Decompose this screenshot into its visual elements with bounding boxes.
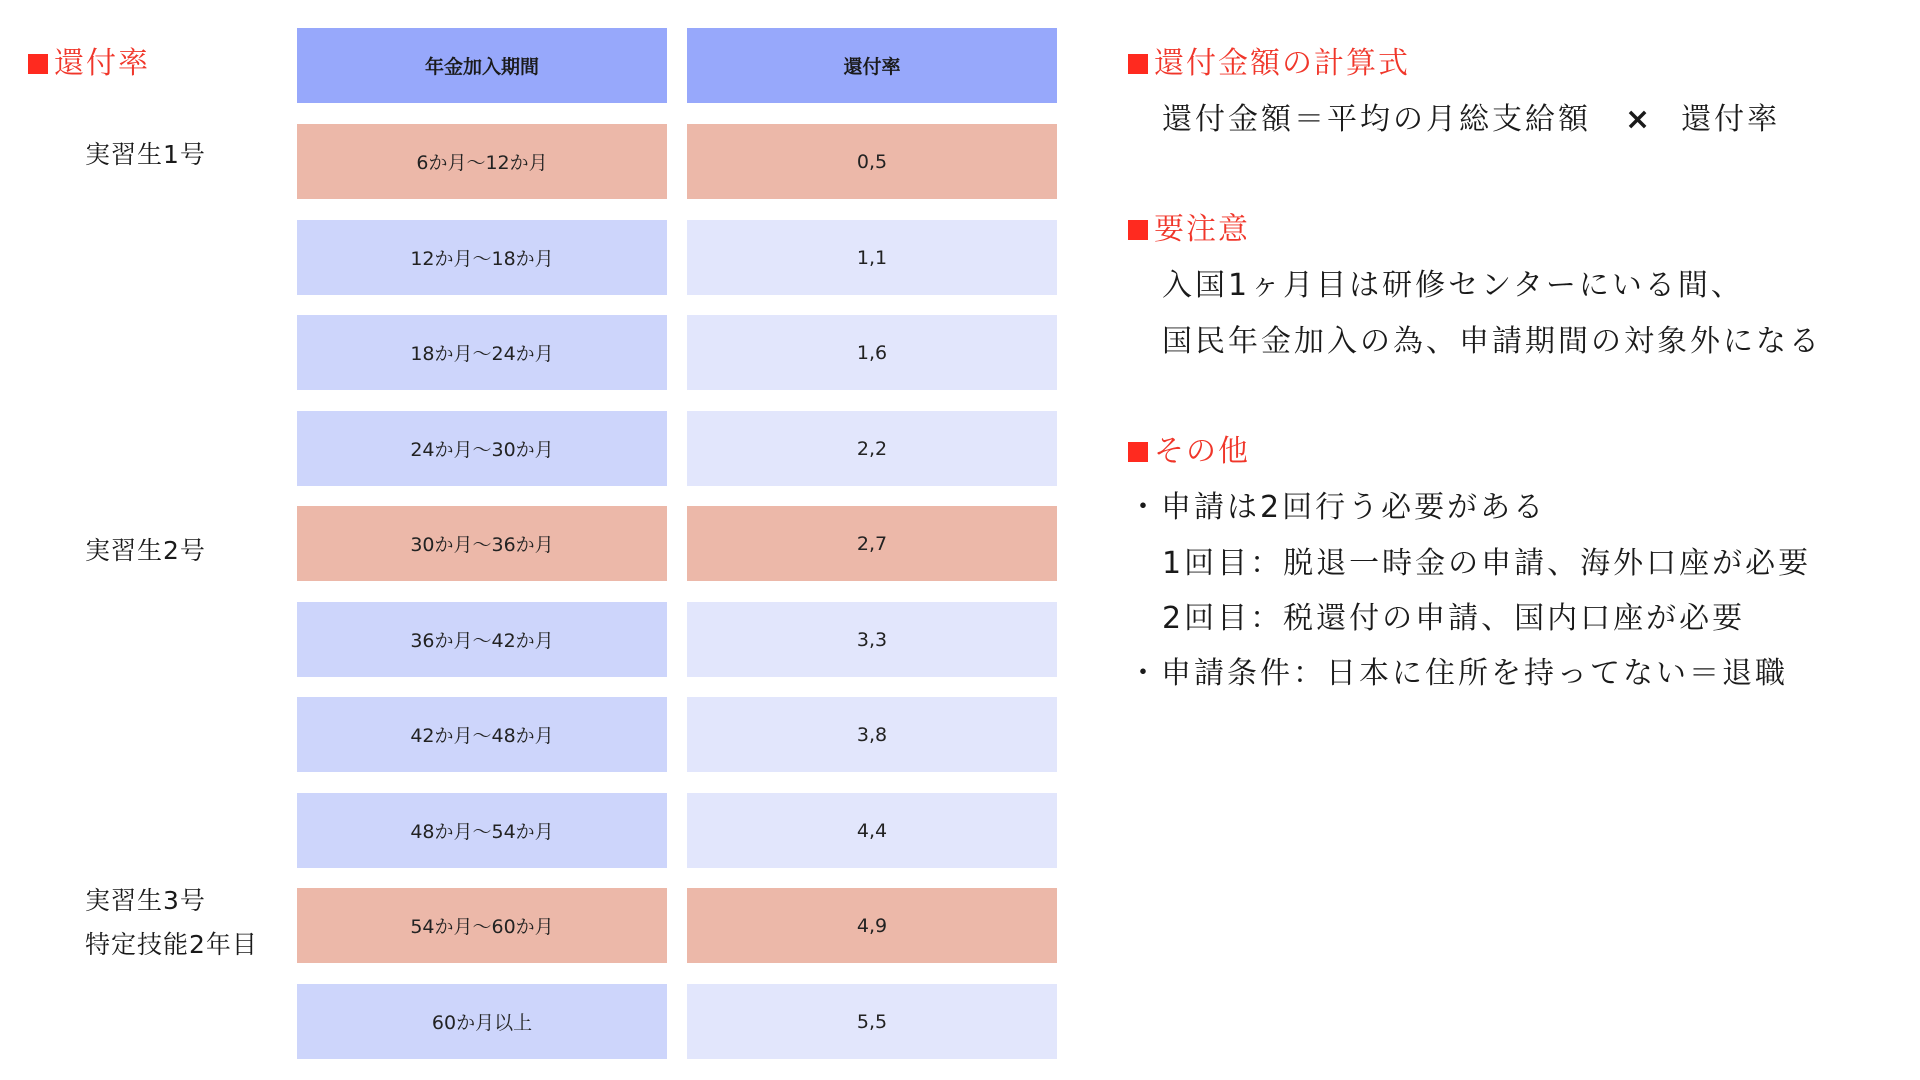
- rate-cell: 1,1: [687, 220, 1057, 295]
- rate-cell: 0,5: [687, 124, 1057, 199]
- other-line-1: ・申請は2回行う必要がある: [1128, 490, 1547, 525]
- column-header-rate: 還付率: [687, 28, 1057, 103]
- trainee-level-3-label: 実習生3号: [85, 886, 206, 915]
- rate-cell: 3,3: [687, 602, 1057, 677]
- formula-right: 還付率: [1681, 102, 1781, 137]
- other-line-4: ・申請条件：日本に住所を持ってない＝退職: [1128, 656, 1788, 691]
- period-cell: 60か月以上: [297, 984, 667, 1059]
- other-line-2: 1回目：脱退一時金の申請、海外口座が必要: [1162, 546, 1812, 581]
- rate-cell: 4,9: [687, 888, 1057, 963]
- red-square-icon: [1128, 54, 1148, 74]
- refund-rate-title: [28, 38, 150, 82]
- formula-heading-text: 還付金額の計算式: [1154, 46, 1410, 81]
- trainee-level-2-label: 実習生2号: [85, 536, 206, 565]
- period-cell: 48か月～54か月: [297, 793, 667, 868]
- trainee-level-1-label: 実習生1号: [85, 140, 206, 169]
- other-line-3: 2回目：税還付の申請、国内口座が必要: [1162, 601, 1746, 636]
- rate-cell: 1,6: [687, 315, 1057, 390]
- period-cell: 54か月～60か月: [297, 888, 667, 963]
- rate-cell: 3,8: [687, 697, 1057, 772]
- formula-left: 還付金額＝平均の月総支給額: [1162, 102, 1591, 137]
- other-heading: [1128, 426, 1250, 470]
- red-square-icon: [28, 54, 48, 74]
- rate-cell: 2,2: [687, 411, 1057, 486]
- rate-cell: 2,7: [687, 506, 1057, 581]
- period-cell: 18か月～24か月: [297, 315, 667, 390]
- rate-cell: 5,5: [687, 984, 1057, 1059]
- formula-heading: [1128, 38, 1410, 82]
- column-header-period: 年金加入期間: [297, 28, 667, 103]
- caution-heading-text: 要注意: [1154, 212, 1250, 247]
- caution-line-1: 入国1ヶ月目は研修センターにいる間、: [1162, 268, 1744, 303]
- period-cell: 24か月～30か月: [297, 411, 667, 486]
- caution-heading: [1128, 204, 1250, 248]
- period-cell: 30か月～36か月: [297, 506, 667, 581]
- other-heading-text: その他: [1154, 434, 1250, 469]
- red-square-icon: [1128, 442, 1148, 462]
- red-square-icon: [1128, 220, 1148, 240]
- specified-skill-label: 特定技能2年目: [85, 930, 258, 959]
- period-cell: 42か月～48か月: [297, 697, 667, 772]
- period-cell: 12か月～18か月: [297, 220, 667, 295]
- period-cell: 6か月～12か月: [297, 124, 667, 199]
- refund-rate-title-text: 還付率: [54, 46, 150, 81]
- formula-line: [1162, 94, 1780, 138]
- rate-cell: 4,4: [687, 793, 1057, 868]
- caution-line-2: 国民年金加入の為、申請期間の対象外になる: [1162, 324, 1822, 359]
- multiply-sign: ×: [1625, 102, 1654, 137]
- period-cell: 36か月～42か月: [297, 602, 667, 677]
